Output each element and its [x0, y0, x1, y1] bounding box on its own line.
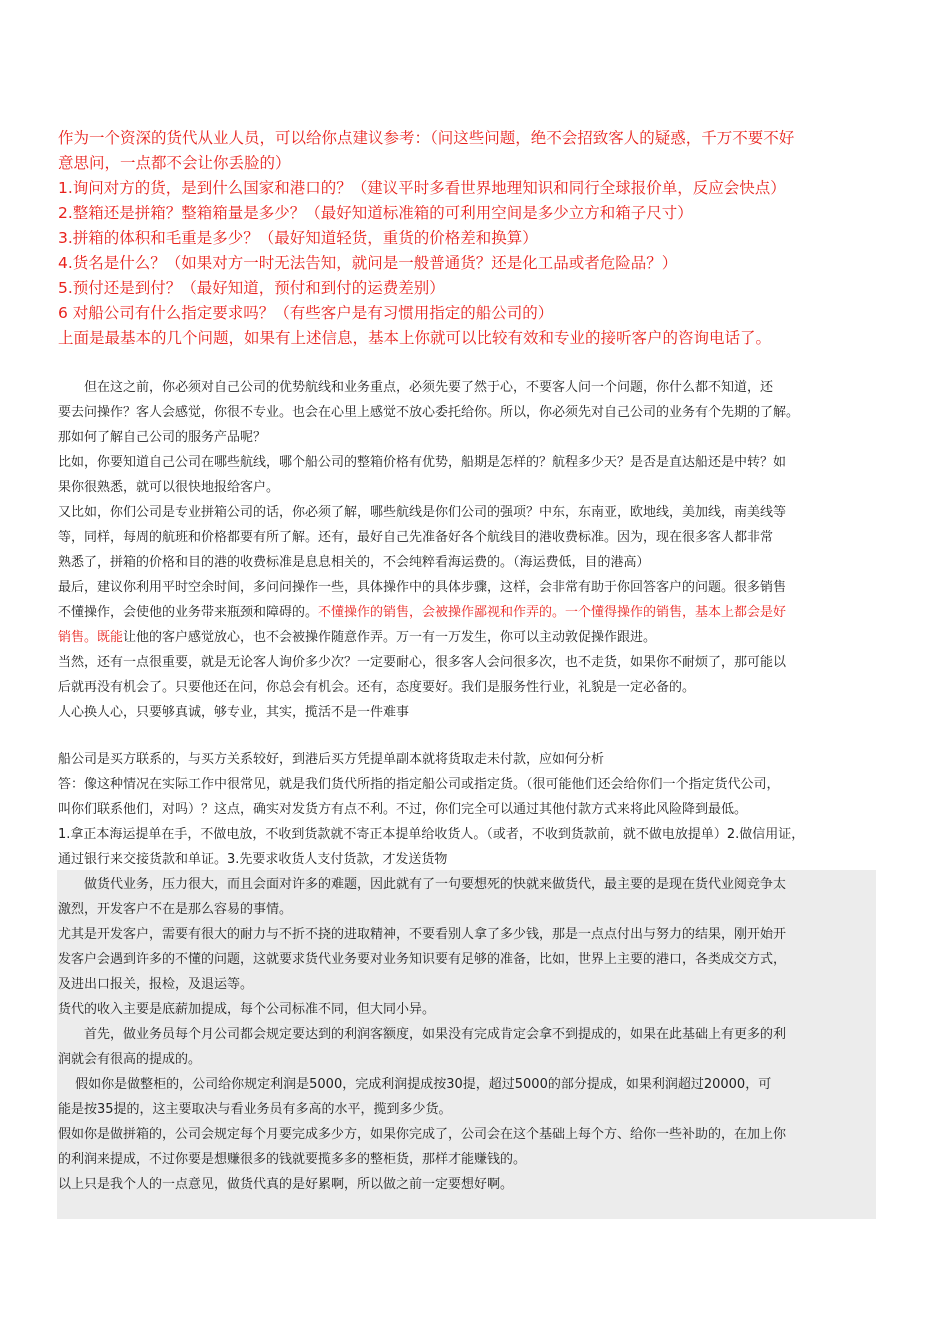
question-5: 5.预付还是到付？（最好知道，预付和到付的运费差别）: [58, 279, 445, 297]
body-line: 人心换人心，只要够真诚，够专业，其实，揽活不是一件难事: [58, 705, 410, 720]
freight-career-section: [57, 870, 876, 1219]
grey-line: 尤其是开发客户，需要有很大的耐力与不折不挠的进取精神，不要看别人拿了多少钱，那是一点点付出与努力的结果，刚开始开: [58, 927, 787, 942]
qa-answer-line: 叫你们联系他们，对吗）？这点，确实对发货方有点不利。不过，你们完全可以通过其他付款方式来将此风险降到最低。: [58, 802, 748, 817]
body-line-with-highlight: [58, 625, 883, 650]
shipping-company-qa-section: [58, 747, 883, 872]
qa-answer-line: 答：像这种情况在实际工作中很常见，就是我们货代所指的指定船公司或指定货。（很可能他们还会给你们一个指定货代公司，: [58, 777, 780, 792]
grey-line: 假如你是做拼箱的，公司会规定每个月要完成多少方，如果你完成了，公司会在这个基础上每个方、给你一些补助的，在加上你: [58, 1127, 787, 1142]
body-line: 最后，建议你利用平时空余时间，多问问操作一些，具体操作中的具体步骤，这样，会非常有助于你回答客户的问题。很多销售: [58, 580, 787, 595]
grey-line: 发客户会遇到许多的不懂的问题，这就要求货代业务要对业务知识要有足够的准备，比如，世界上主要的港口，各类成交方式，: [58, 952, 787, 967]
body-line: 后就再没有机会了。只要他还在问，你总会有机会。还有，态度要好。我们是服务性行业，礼貌是一定必备的。: [58, 680, 696, 695]
highlight-text: 不懂操作的销售，会被操作鄙视和作弄的。一个懂得操作的销售，基本上都会是好: [318, 605, 787, 620]
grey-line: 及进出口报关，报检，及退运等。: [58, 977, 254, 992]
intro-summary: 上面是最基本的几个问题，如果有上述信息，基本上你就可以比较有效和专业的接听客户的咨询电话了。: [58, 329, 772, 347]
grey-line: 以上只是我个人的一点意见，做货代真的是好累啊，所以做之前一定要想好啊。: [58, 1177, 514, 1192]
body-line: 那如何了解自己公司的服务产品呢？: [58, 430, 267, 445]
body-line: 比如，你要知道自己公司在哪些航线，哪个船公司的整箱价格有优势，船期是怎样的？航程多少天？是否是直达船还是中转？如: [58, 455, 787, 470]
body-line: 又比如，你们公司是专业拼箱公司的话，你必须了解，哪些航线是你们公司的强项？中东，东南亚，欧地线，美加线，南美线等: [58, 505, 787, 520]
qa-answer-line: 1.拿正本海运提单在手，不做电放，不收到货款就不寄正本提单给收货人。（或者，不收到货款前，就不做电放提单）2.做信用证，: [58, 827, 805, 842]
body-line: 但在这之前，你必须对自己公司的优势航线和业务重点，必须先要了然于心，不要客人问一个问题，你什么都不知道，还: [58, 380, 774, 395]
body-line-with-highlight: [58, 600, 883, 625]
body-line: 要去问操作？客人会感觉，你很不专业。也会在心里上感觉不放心委托给你。所以，你必须先对自己公司的业务有个先期的了解。: [58, 405, 800, 420]
intro-line: 意思问，一点都不会让你丢脸的）: [58, 154, 291, 172]
grey-line: 假如你是做整柜的，公司给你规定利润是5000，完成利润提成按30提，超过5000的部分提成，如果利润超过20000，可: [58, 1077, 772, 1092]
company-knowledge-section: [58, 375, 883, 725]
grey-line: 激烈，开发客户不在是那么容易的事情。: [58, 902, 293, 917]
qa-question: 船公司是买方联系的，与买方关系较好，到港后买方凭提单副本就将货取走未付款，应如何分析: [58, 752, 605, 767]
question-6: 6 对船公司有什么指定要求吗？（有些客户是有习惯用指定的船公司的）: [58, 304, 554, 322]
question-3: 3.拼箱的体积和毛重是多少？（最好知道轻货，重货的价格差和换算）: [58, 229, 538, 247]
body-text: 让他的客户感觉放心，也不会被操作随意作弄。万一有一万发生，你可以主动敦促操作跟进。: [123, 630, 657, 645]
question-1: 1.询问对方的货，是到什么国家和港口的？（建议平时多看世界地理知识和同行全球报价单，反应会快点）: [58, 179, 786, 197]
body-line: 当然，还有一点很重要，就是无论客人询价多少次？一定要耐心，很多客人会问很多次，也不走货，如果你不耐烦了，那可能以: [58, 655, 787, 670]
grey-line: 首先，做业务员每个月公司都会规定要达到的利润客额度，如果没有完成肯定会拿不到提成的，如果在此基础上有更多的利: [58, 1027, 787, 1042]
body-line: 等，同样，每周的航班和价格都要有所了解。还有，最好自己先准备好各个航线目的港收费标准。因为，现在很多客人都非常: [58, 530, 774, 545]
intro-line: 作为一个资深的货代从业人员，可以给你点建议参考：（问这些问题，绝不会招致客人的疑惑，千万不要不好: [58, 129, 795, 147]
body-line: 果你很熟悉，就可以很快地报给客户。: [58, 480, 280, 495]
intro-advice-block: [58, 126, 898, 351]
question-4: 4.货名是什么？（如果对方一时无法告知，就问是一般普通货？还是化工品或者危险品？）: [58, 254, 678, 272]
grey-line: 的利润来提成，不过你要是想赚很多的钱就要揽多多的整柜货，那样才能赚钱的。: [58, 1152, 527, 1167]
qa-answer-line: 通过银行来交接货款和单证。3.先要求收货人支付货款，才发送货物: [58, 852, 448, 867]
grey-line: 润就会有很高的提成的。: [58, 1052, 202, 1067]
grey-line: 能是按35提的，这主要取决与看业务员有多高的水平，揽到多少货。: [58, 1102, 452, 1117]
body-line: 熟悉了，拼箱的价格和目的港的收费标准是息息相关的，不会纯粹看海运费的。（海运费低，目的港高）: [58, 555, 650, 570]
grey-line: 货代的收入主要是底薪加提成，每个公司标准不同，但大同小异。: [58, 1002, 436, 1017]
body-text: 不懂操作，会使他的业务带来瓶颈和障碍的。: [58, 605, 319, 620]
question-2: 2.整箱还是拼箱？整箱箱量是多少？（最好知道标准箱的可利用空间是多少立方和箱子尺寸）: [58, 204, 693, 222]
highlight-text: 销售。既能: [58, 630, 124, 645]
grey-line: 做货代业务，压力很大，而且会面对许多的难题，因此就有了一句要想死的快就来做货代，最主要的是现在货代业阅竞争太: [58, 877, 787, 892]
